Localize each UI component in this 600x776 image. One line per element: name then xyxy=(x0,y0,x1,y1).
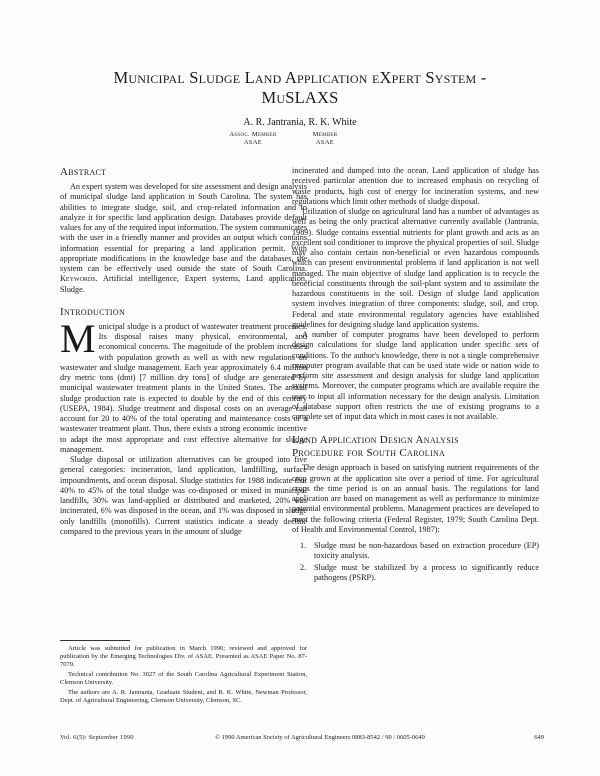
list-item xyxy=(292,563,539,584)
abstract-heading: Abstract xyxy=(60,166,107,178)
affiliation-first-author xyxy=(218,131,288,147)
introduction-paragraph-1 xyxy=(60,315,307,455)
affiliation-second-author xyxy=(300,131,350,147)
footnotes xyxy=(60,645,307,707)
list-item xyxy=(292,541,539,562)
paper-title xyxy=(60,68,540,108)
affiliation-role: Assoc. Member xyxy=(229,131,277,138)
criteria-list xyxy=(292,541,539,583)
footer-volume: Vol. 6(5): September 1990 xyxy=(60,734,134,741)
introduction-paragraph-2: Sludge disposal or utilization alternatives can be grouped into five general categories: incineration, land application, landfilling, surface impoundments, and ocean disposal. Sludge statistics for 1988 indicate that 40% to 45% of the total sludge was co-disposed or mixed in municipal landfills, 30% was land-applied or distributed and marketed, 20% was incinerated, 6% was disposed in the ocean, and 1% was disposed in sludge only landfills (monofills). Current statistics indicate a steady decline compared to the previous years in the amount of sludge xyxy=(60,455,307,536)
right-paragraph-2: Utilization of sludge on agricultural land has a number of advantages as well as being the only practical alternative currently available (Jantrania, 1989). Sludge contains essential nutrients for plant growth and acts as an excellent soil conditioner to improve the physical properties of soil. Sludge may also contain certain non-beneficial or even hazardous compounds which can present environmental problems if land application is not well managed. The main objective of sludge land application is to recycle the beneficial constituents through the soil-plant system and to assimilate the hazardous constituents in the soil. Design of sludge land application system involves integration of three components: sludge, soil, and crop. Federal and state environmental regulatory agencies have established guidelines for designing sludge land application systems. xyxy=(292,207,539,329)
design-section-heading xyxy=(292,434,539,460)
keywords-label: Keywords. xyxy=(60,274,98,284)
right-paragraph-1: incinerated and dumped into the ocean. Land application of sludge has received particular attention due to increased emphasis on recycling of waste products, high cost of energy for incineration systems, and new regulations which limit other methods of sludge disposal. xyxy=(292,166,539,206)
list-text: Sludge must be stabilized by a process to significantly reduce pathogens (PSRP). xyxy=(314,562,539,582)
author-names: A. R. Jantrania, R. K. White xyxy=(243,117,357,128)
list-text: Sludge must be non-hazardous based on extraction procedure (EP) toxicity analysis. xyxy=(314,541,539,561)
abstract-body xyxy=(60,182,307,295)
design-heading-line-1: Land Application Design Analysis xyxy=(292,434,459,447)
keywords-text: Artificial intelligence, Expert systems, Land application, Sludge. xyxy=(60,274,307,294)
design-paragraph-1: The design approach is based on satisfying nutrient requirements of the crop grown at the application site over a period of time. For agricultural crops the time period is on an annual basis. The regulations for land application are based on management as well as performance to minimize potential environmental problems. Management practices are developed to meet the following criteria (Federal Register, 1979; South Carolina Dept. of Health and Environmental Control, 1987): xyxy=(292,463,539,534)
footnote-2: Technical contribution No. 3027 of the South Carolina Agricultural Experiment Station, Clemson University. xyxy=(60,671,307,686)
left-column xyxy=(60,166,307,537)
footnote-1: Article was submitted for publication in March 1990; reviewed and approved for publication by the Emerging Technologies Div. of ASAE. Presented as ASAE Paper No. 87-7079. xyxy=(60,645,307,668)
footnote-rule xyxy=(60,640,130,641)
page-number: 649 xyxy=(534,734,544,741)
list-number: 1. xyxy=(300,541,307,550)
affiliation-org: ASAE xyxy=(315,139,335,146)
design-heading-line-2: Procedure for South Carolina xyxy=(292,447,446,460)
footnote-3: The authors are A. R. Jantrania, Graduate Student, and R. K. White, Newman Professor, Dept. of Agricultural Engineering, Clemson University, Clemson, SC. xyxy=(60,689,307,704)
title-line-1: Municipal Sludge Land Application eXpert System - xyxy=(113,68,487,87)
title-line-2: MuSLAXS xyxy=(261,88,339,107)
introduction-heading: Introduction xyxy=(60,305,126,318)
right-column xyxy=(292,166,539,584)
affiliation-role: Member xyxy=(312,131,338,138)
drop-cap: M xyxy=(60,315,96,361)
intro-p1-text: unicipal sludge is a product of wastewater treatment processes. Its disposal raises many physical, environmental, and economical concerns. The magnitude of the problem increases with population growth as well as with new regulations on wastewater and sludge management. Each year approximately 6.4 million dry metric tons (dmt) [7 million dry tons] of sludge are generated by municipal wastewater treatment plants in the United States. The annual sludge production rate is expected to double by the end of this century (USEPA, 1984). Sludge treatment and disposal costs on an average can account for 20 to 40% of the total operating and maintenance costs of a wastewater treatment plant. Thus, there exists a strong economic incentive to adapt the most appropriate and cost effective alternative for sludge management. xyxy=(60,321,307,454)
footer-copyright: © 1990 American Society of Agricultural Engineers 0883-8542 / 90 / 0605-0649 xyxy=(215,734,425,741)
list-number: 2. xyxy=(300,562,307,572)
affiliation-org: ASAE xyxy=(243,139,263,146)
right-paragraph-3: A number of computer programs have been developed to perform design calculations for sludge land application under specific sets of conditions. To the author's knowledge, there is not a single comprehensive computer program available that can be used state wide or nation wide to perform site assessment and design analysis for sludge land application systems. Moreover, the computer programs which are available require the user to input all information necessary for the design analysis. Limitation of database support often restricts the use of existing programs to a complete set of input data which in most cases is not available. xyxy=(292,330,539,421)
abstract-text: An expert system was developed for site assessment and design analysis of municipal sludge land application in South Carolina. The system has abilities to integrate sludge, soil, and crop-related information and to analyze it for specific land application design. Databases provide default values for any of the required input information. The system communicates with the user in a friendly manner and provides an output which contains information essential for preparing a land application permit. With appropriate modifications in the knowledge base and the databases, the system can be effectively used outside the state of South Carolina. xyxy=(60,182,308,273)
